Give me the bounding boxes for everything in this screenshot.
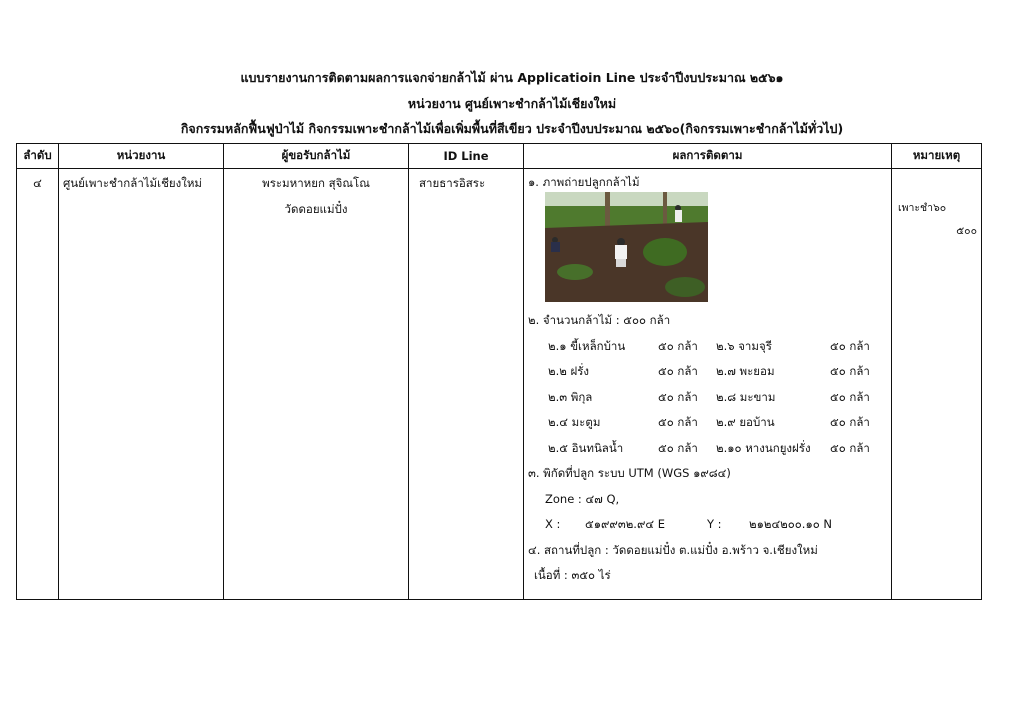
activity-title: กิจกรรมหลักฟื้นฟูป่าไม้ กิจกรรมเพาะชำกล้าไม้เพื่อเพิ่มพื้นที่สีเขียว ประจำปีงบประมาณ ๒๕๖๐(กิจกรรมเพาะชำกล้าไม้ทั่วไป): [180, 121, 844, 136]
plant-qty: ๕๐ กล้า: [658, 338, 698, 353]
plant-name: ๒.๑๐ หางนกยูงฝรั่ง: [716, 440, 811, 455]
header-no: ลำดับ: [17, 144, 59, 169]
plant-name: ๒.๔ มะตูม: [548, 415, 601, 429]
y-value: ๒๑๒๔๒๐๐.๑๐ N: [749, 517, 833, 531]
coordinate-heading: ๓. พิกัดที่ปลูก ระบบ UTM (WGS ๑๙๘๔): [528, 466, 731, 480]
agency-name: ศูนย์เพาะชำกล้าไม้เชียงใหม่: [63, 176, 203, 190]
plant-name: ๒.๑ ขี้เหล็กบ้าน: [548, 338, 626, 353]
plant-name: ๒.๕ อินทนิลน้ำ: [548, 440, 624, 455]
cell-agency: [59, 169, 224, 600]
x-label: X :: [545, 517, 561, 531]
plant-qty: ๕๐ กล้า: [658, 389, 698, 404]
recipient-place: วัดดอยแม่ปั๋ง: [284, 202, 348, 216]
plant-row-5: [528, 436, 887, 462]
planting-location: ๔. สถานที่ปลูก : วัดดอยแม่ปั๋ง ต.แม่ปั๋ง อ.พร้าว จ.เชียงใหม่: [528, 542, 818, 557]
plant-name: ๒.๖ จามจุรี: [716, 338, 772, 353]
plant-qty: ๕๐ กล้า: [658, 364, 698, 378]
remark-note: เพาะชำ๖๐: [898, 202, 947, 214]
plant-row-1: [528, 334, 887, 360]
remark-count: ๕๐๐: [956, 225, 977, 237]
cell-id-line: [409, 169, 524, 600]
utm-zone: Zone : ๔๗ Q,: [545, 491, 620, 506]
header-id-line: ID Line: [409, 144, 524, 169]
table-row: [17, 169, 982, 600]
recipient-name: พระมหาหยก สุจิณโณ: [262, 176, 370, 190]
utm-xy: [528, 512, 887, 538]
y-label: Y :: [707, 517, 722, 531]
plant-qty: ๕๐ กล้า: [658, 415, 698, 429]
agency-title: หน่วยงาน ศูนย์เพาะชำกล้าไม้เชียงใหม่: [407, 96, 617, 111]
plant-name: ๒.๙ ยอบ้าน: [716, 415, 775, 429]
cell-remark: [892, 169, 982, 600]
cell-recipient: [224, 169, 409, 600]
header-agency: หน่วยงาน: [59, 144, 224, 169]
photo-heading: ๑. ภาพถ่ายปลูกกล้าไม้: [528, 175, 640, 189]
plant-name: ๒.๗ พะยอม: [716, 364, 775, 378]
header-remark: หมายเหตุ: [892, 144, 982, 169]
table-header-row: [17, 144, 982, 169]
id-line-value: สายธารอิสระ: [419, 176, 486, 190]
plant-qty: ๕๐ กล้า: [830, 389, 870, 404]
plant-name: ๒.๘ มะขาม: [716, 389, 776, 404]
plant-row-2: [528, 359, 887, 385]
seedling-count-heading: ๒. จำนวนกล้าไม้ : ๕๐๐ กล้า: [528, 313, 671, 327]
plant-name: ๒.๓ พิกุล: [548, 389, 593, 404]
header-result: ผลการติดตาม: [524, 144, 892, 169]
plant-qty: ๕๐ กล้า: [830, 440, 870, 455]
planting-area: เนื้อที่ : ๓๕๐ ไร่: [534, 568, 611, 582]
x-value: ๕๑๙๙๓๒.๙๔ E: [585, 517, 665, 531]
header-recipient: ผู้ขอรับกล้าไม้: [224, 144, 409, 169]
planting-photo: [545, 192, 708, 302]
plant-qty: ๕๐ กล้า: [658, 440, 698, 455]
plant-qty: ๕๐ กล้า: [830, 415, 870, 429]
plant-qty: ๕๐ กล้า: [830, 338, 870, 353]
plant-qty: ๕๐ กล้า: [830, 364, 870, 378]
row-number: ๔: [33, 176, 42, 190]
cell-result: [524, 169, 892, 600]
plant-row-4: [528, 410, 887, 436]
plant-row-3: [528, 385, 887, 411]
report-title: แบบรายงานการติดตามผลการแจกจ่ายกล้าไม้ ผ่าน Applicatioin Line ประจำปีงบประมาณ ๒๕๖๑: [240, 70, 784, 85]
cell-no: [17, 169, 59, 600]
plant-name: ๒.๒ ฝรั่ง: [548, 364, 590, 378]
report-table: [16, 143, 982, 600]
